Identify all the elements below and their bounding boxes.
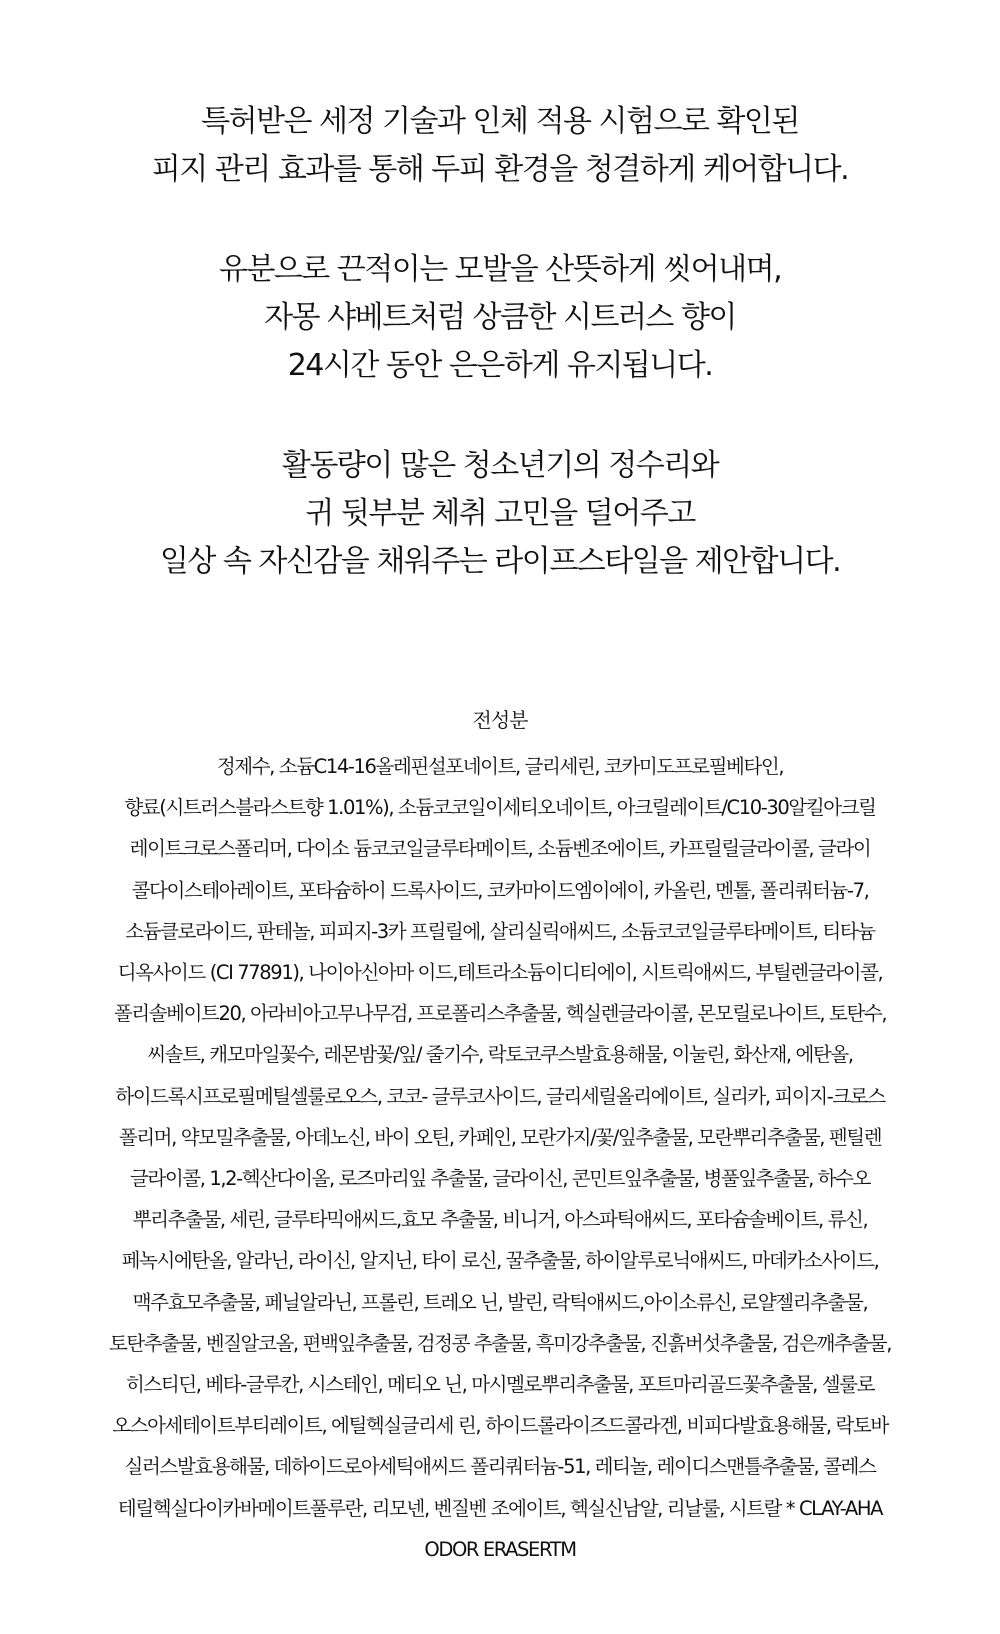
ingredients-line: 정제수, 소듐C14-16올레핀설포네이트, 글리세린, 코카미도프로필베타인,	[216, 755, 784, 778]
ingredients-line: 디옥사이드 (CI 77891), 나이아신아마 이드,테트라소듐이디티에이, 시트릭애씨드, 부틸렌글라이콜,	[117, 961, 883, 985]
ingredients-line: 실러스발효용해물, 데하이드로아세틱애씨드 폴리쿼터늄-51, 레티놀, 레이디스맨틀추출물, 콜레스	[124, 1455, 876, 1479]
intro-line: 활동량이 많은 청소년기의 정수리와	[281, 448, 719, 483]
ingredients-line: 맥주효모추출물, 페닐알라닌, 프롤린, 트레오 닌, 발린, 락틱애씨드,아이소류신, 로얄젤리추출물,	[132, 1290, 868, 1314]
intro-line: 유분으로 끈적이는 모발을 산뜻하게 씻어내며,	[218, 252, 782, 287]
intro-paragraph	[40, 98, 960, 194]
ingredients-line: 뿌리추출물, 세린, 글루타믹애씨드,효모 추출물, 비니거, 아스파틱애씨드, 포타슘솔베이트, 류신,	[132, 1208, 868, 1232]
ingredients-heading: 전성분	[472, 708, 528, 732]
ingredients-line: 씨솔트, 캐모마일꽃수, 레몬밤꽃/잎/ 줄기수, 락토코쿠스발효용해물, 이눌린, 화산재, 에탄올,	[147, 1043, 853, 1067]
intro-paragraph	[40, 442, 960, 586]
ingredients-line: 폴리솔베이트20, 아라비아고무나무검, 프로폴리스추출물, 헥실렌글라이콜, 몬모릴로나이트, 토탄수,	[113, 1002, 887, 1026]
intro-line: 24시간 동안 은은하게 유지됩니다.	[287, 348, 713, 383]
ingredients-line: 하이드록시프로필메틸셀룰로오스, 코코- 글루코사이드, 글리세릴올리에이트, 실리카, 피이지-크로스	[115, 1084, 885, 1108]
intro-line: 귀 뒷부분 체취 고민을 덜어주고	[305, 496, 695, 531]
ingredients-line: 글라이콜, 1,2-헥산다이올, 로즈마리잎 추출물, 글라이신, 콘민트잎추출물, 병풀잎추출물, 하수오	[130, 1167, 870, 1191]
ingredients-line: 토탄추출물, 벤질알코올, 편백잎추출물, 검정콩 추출물, 흑미강추출물, 진흙버섯추출물, 검은깨추출물,	[108, 1331, 892, 1355]
ingredients-line: 소듐클로라이드, 판테놀, 피피지-3카 프릴릴에, 살리실릭애씨드, 소듐코코일글루타메이트, 티타늄	[125, 919, 875, 943]
intro-line: 자몽 샤베트처럼 상큼한 시트러스 향이	[264, 300, 736, 335]
ingredients-line: 콜다이스테아레이트, 포타슘하이 드록사이드, 코카마이드엠이에이, 카올린, 멘톨, 폴리쿼터늄-7,	[131, 878, 869, 902]
ingredients-list	[30, 746, 970, 1570]
ingredients-line: 폴리머, 약모밀추출물, 아데노신, 바이 오틴, 카페인, 모란가지/꽃/잎추출물, 모란뿌리추출물, 펜틸렌	[118, 1125, 882, 1149]
ingredients-line: 레이트크로스폴리머, 다이소 듐코코일글루타메이트, 소듐벤조에이트, 카프릴릴글라이콜, 글라이	[129, 837, 871, 861]
intro-line: 일상 속 자신감을 채워주는 라이프스타일을 제안합니다.	[159, 544, 841, 579]
ingredients-line: 오스아세테이트부티레이트, 에틸헥실글리세 린, 하이드롤라이즈드콜라겐, 비피다발효용해물, 락토바	[112, 1414, 888, 1438]
intro-line: 피지 관리 효과를 통해 두피 환경을 청결하게 케어합니다.	[151, 152, 849, 187]
ingredients-line: 히스티딘, 베타-글루칸, 시스테인, 메티오 닌, 마시멜로뿌리추출물, 포트마리골드꽃추출물, 셀룰로	[125, 1373, 875, 1397]
ingredients-section	[30, 700, 970, 1570]
ingredients-line: 향료(시트러스블라스트향 1.01%), 소듐코코일이세티오네이트, 아크릴레이트/C10-30알킬아크릴	[124, 796, 876, 820]
ingredients-line: 테릴헥실다이카바메이트풀루란, 리모넨, 벤질벤 조에이트, 헥실신남알, 리날룰, 시트랄 * CLAY-AHA	[117, 1496, 883, 1520]
intro-line: 특허받은 세정 기술과 인체 적용 시험으로 확인된	[201, 104, 799, 139]
ingredients-line: 페녹시에탄올, 알라닌, 라이신, 알지닌, 타이 로신, 꿀추출물, 하이알루로닉애씨드, 마데카소사이드,	[121, 1249, 879, 1273]
ingredients-line: ODOR ERASERTM	[424, 1537, 576, 1561]
intro-copy	[40, 98, 960, 638]
intro-paragraph	[40, 246, 960, 390]
